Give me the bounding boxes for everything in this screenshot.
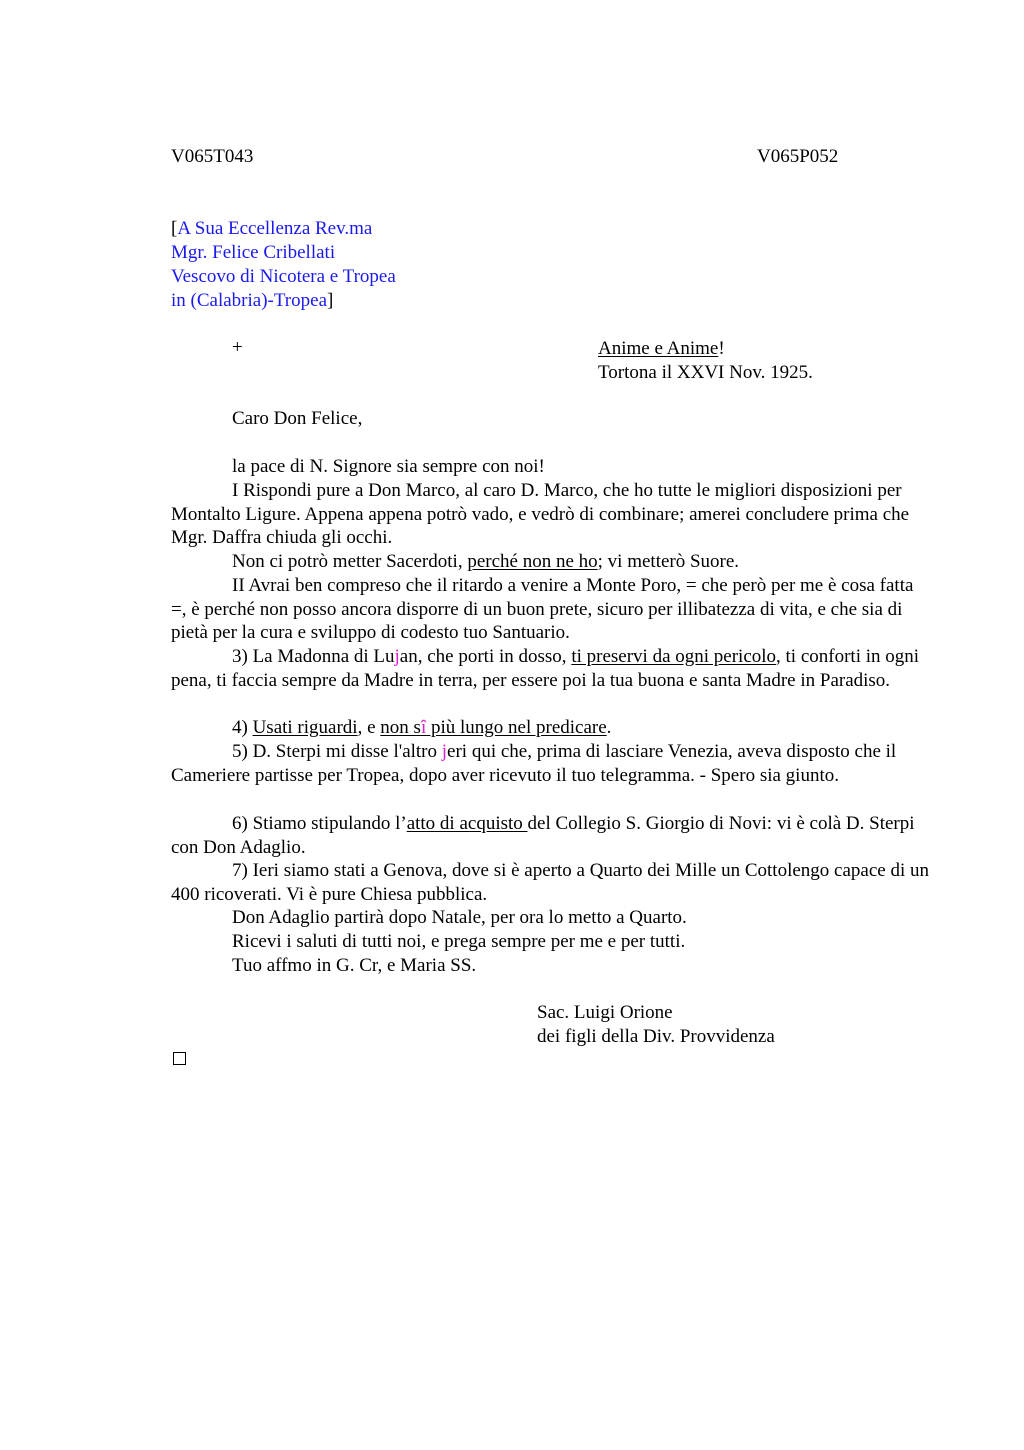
signature-name: Sac. Luigi Orione xyxy=(537,1002,673,1023)
motto-exclamation: ! xyxy=(718,338,725,359)
closing-line-1: Don Adaglio partirà dopo Natale, per ora lo metto a Quarto. xyxy=(232,907,687,928)
address-close-bracket: ] xyxy=(327,290,334,311)
paragraph-4-variant-letter: î xyxy=(420,717,427,738)
paragraph-5-b: eri qui che, prima di lasciare Venezia, aveva disposto che il Cameriere partisse per Tropea, dopo aver ricevuto il tuo telegramma. - Spero sia giunto. xyxy=(171,741,897,786)
paragraph-5 xyxy=(171,740,931,787)
closing-line-2: Ricevi i saluti di tutti noi, e prega sempre per me e per tutti. xyxy=(232,931,686,952)
paragraph-4 xyxy=(232,716,611,740)
paragraph-3-b: an, che porti in dosso, xyxy=(399,646,572,667)
paragraph-4-a: 4) xyxy=(232,717,253,738)
paragraph-3 xyxy=(171,645,931,692)
paragraph-4-u2-a: non s xyxy=(380,717,421,738)
paragraph-6-underlined: atto di acquisto xyxy=(406,813,528,834)
greeting: Caro Don Felice, xyxy=(232,408,363,429)
paragraph-6-b: del Collegio S. Giorgio di Novi: vi è colà D. Sterpi con Don Adaglio. xyxy=(171,813,915,858)
paragraph-3-a: 3) La Madonna di Lu xyxy=(232,646,395,667)
address-line-2: Mgr. Felice Cribellati xyxy=(171,242,336,263)
document-code-right: V065P052 xyxy=(757,146,839,167)
closing-line-3: Tuo affmo in G. Cr, e Maria SS. xyxy=(232,955,477,976)
peace-line: la pace di N. Signore sia sempre con noi! xyxy=(232,456,545,477)
place-date: Tortona il XXVI Nov. 1925. xyxy=(598,362,813,383)
paragraph-4-b: , e xyxy=(357,717,381,738)
paragraph-4-underlined-2 xyxy=(380,717,606,738)
address-block xyxy=(171,217,396,313)
paragraph-3-underlined: ti preservi da ogni pericolo xyxy=(571,646,777,667)
address-line-4: in (Calabria)-Tropea xyxy=(171,290,327,311)
signature-title: dei figli della Div. Provvidenza xyxy=(537,1026,775,1047)
paragraph-4-c: . xyxy=(606,717,612,738)
paragraph-3-c: , ti conforti in ogni pena, ti faccia sempre da Madre in terra, per essere poi la tua buona e santa Madre in Paradiso. xyxy=(171,646,920,691)
cross-symbol: + xyxy=(232,337,243,358)
motto: Anime e Anime xyxy=(598,338,719,359)
checkbox-square-icon xyxy=(173,1052,186,1065)
paragraph-2: II Avrai ben compreso che il ritardo a venire a Monte Poro, = che però per me è cosa fatta =, è perché non posso ancora disporre di un buon prete, sicuro per illibatezza di vita, e che sia di pietà per la cura e sviluppo di codesto tuo Santuario. xyxy=(171,575,914,643)
signature-block xyxy=(537,1001,775,1049)
address-line-3: Vescovo di Nicotera e Tropea xyxy=(171,266,396,287)
paragraph-7: 7) Ieri siamo stati a Genova, dove si è aperto a Quarto dei Mille un Cottolengo capace di un 400 ricoverati. Vi è pure Chiesa pubblica. xyxy=(171,860,929,905)
paragraph-6 xyxy=(171,812,931,859)
document-code-left: V065T043 xyxy=(171,146,254,167)
paragraph-1b-end: ; vi metterò Suore. xyxy=(597,551,740,572)
paragraph-4-u2-b: più lungo nel predicare xyxy=(426,717,607,738)
paragraph-1: I Rispondi pure a Don Marco, al caro D. Marco, che ho tutte le migliori disposizioni per Montalto Ligure. Appena appena potrò vado, e vedrò di combinare; amerei concludere prima che Mgr. Daffra chiuda gli occhi. xyxy=(171,480,910,548)
paragraph-1b-underlined: perché non ne ho xyxy=(467,551,598,572)
paragraph-5-a: 5) D. Sterpi mi disse l'altro xyxy=(232,741,442,762)
paragraph-1b xyxy=(232,550,739,574)
paragraph-3-variant-letter: j xyxy=(394,646,400,667)
address-open-bracket: [ xyxy=(171,218,178,239)
paragraph-1b-start: Non ci potrò metter Sacerdoti, xyxy=(232,551,468,572)
paragraph-5-variant-letter: j xyxy=(441,741,448,762)
heading-block xyxy=(598,337,813,385)
paragraph-6-a: 6) Stiamo stipulando l’ xyxy=(232,813,407,834)
address-line-1: A Sua Eccellenza Rev.ma xyxy=(177,218,373,239)
paragraph-4-underlined-1: Usati riguardi xyxy=(252,717,358,738)
